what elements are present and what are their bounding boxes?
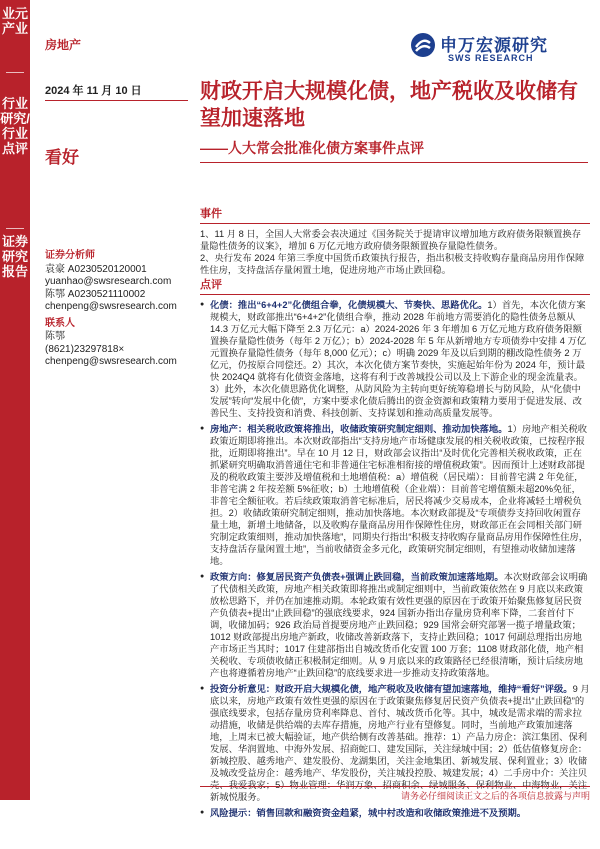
analyst-block: [45, 250, 195, 369]
bullet-body: 1）房地产相关税收政策近期即将推出。本次财政部指出“支持房地产市场健康发展的相关税收政策，已按程序报批，近期即将推出”。早在 10 月 12 日，财政部会议指出“及时优化完善相关税收政策，正在抓紧研究明确取消普通住宅和非普通住宅标准相衔接的增值税政策”。因而预计上述财政部提及的税收政策主要涉及增值税和土地增值税：a）增值税（居民端）：目前普宅满 2 年免征，非普宅满 2 年按差额 5%征收；b）土地增值税（企业端）：目前普宅增值额未超20%免征，非普宅全额征收。若后续政策取消普宅标准后，居民将减少交易成本，企业将减轻土增税负担。2）收储政策研究制定细则，推动加快落地。本次财政部提及“专项债券支持回收闲置存量土地，新增土地储备，以及收购存量商品房用作保障性住房，财政部正在会同相关部门研究制定政策细则，推动加快落地”，同期央行指出“积极支持收购存量商品房用作保障性住房，支持盘活存量闲置土地”，当前收储资金多元化，政策研究制定细则，有望推动收储加速落地。: [210, 424, 589, 566]
comment-bullet: [200, 299, 590, 419]
analyst-email: yuanhao@swsresearch.com: [45, 276, 172, 287]
comment-bullet: [200, 423, 590, 567]
event-divider: [200, 223, 590, 224]
logo-english-text: SWS RESEARCH: [448, 53, 534, 63]
bullet-body: 本次财政部会议明确了代债相关政策，房地产相关政策即将推出或制定细则中，当前政策依然在 9 月底以来政策放松思路下，并仍在加速推动期。本轮政策有效性更强的原因在于政策开始聚焦修复居民资产负债表+提出“止跌回稳”的强底线要求，924 国新办指出存量房贷利率下降，二套首付下调，收储加码；926 政治局首提要房地产止跌回稳；929 国常会研究部署一揽子增量政策；1012 财政部提出房地产新政，收储改善新政落下，支持止跌回稳；1017 何副总理指出房地产市场正当其时；1017 住建部指出自城改货币化安置 100 万套；1108 财政部化债，地产相关税收、专项债收储正积极制定细则。从 9 月底以来的政策路径已经很清晰，预计后续房地产也将遵循着房地产“止跌回稳”的底线要求进一步推动支持政策落地。: [210, 572, 588, 678]
logo-chinese-text: 申万宏源研究: [440, 36, 548, 55]
bullet-body: 1）首先，本次化债方案规模大，财政部推出“6+4+2”化债组合拳，推动 2028 年前地方需要消化的隐性债务总额从 14.3 万亿元大幅下降至 2.3 万亿元：a）2024-2026 年 3 年增加 6 万亿元地方政府债务限额置换存量隐性债务（每年 2 万亿）；b）2024-2028 年 5 年从新增地方专项债券中安排 4 万亿元置换存量隐性债务（每年 8,000 亿元）；c）明确 2029 年及以后到期的棚改隐性债务 2 万亿元，仍按原合同偿还。2）其次，本次化债方案节奏快，实施起始年份为 2024 年，预计最快 2024Q4 就将有化债资金落地，这将有利于改善城投公司以及上下游企业的现金流量表。3）此外，本次化债思路优化调整，从防风险为主转向更好统筹稳增长与防风险，从“化债中发展”转向“发展中化债”，方案中要求化债后腾出的资金资源和政策精力要用于促进发展、改善民生、支持投资和消费、科技创新、支持谋划和推动高质量发展等。: [210, 300, 587, 418]
bullet-body: 9 月底以来，房地产政策有效性更强的原因在于政策聚焦修复居民资产负债表+提出“止跌回稳”的强底线要求，包括存量房贷利率降息、首付、城改货币化等。其中，城改是需求端的需求拉动措施，收储是供给端的去库存措施，房地产行业有望修复。同时，当前地产政策加速落地，上周末已被大幅验证，地产供给侧有改善基础。推荐：1）产品力房企：滨江集团、保利发展、华润置地、中海外发展、招商蛇口、建发国际，关注绿城中国；2）低估值修复房企：新城控股、越秀地产、建发股份、龙湖集团，关注金地集团、新城发展、保利置业；3）收储及城改受益房企：越秀地产、华发股份，关注城投控股、城建发展；4）二手房中介：关注贝壳、我爱我家；5）物业管理：华润万象、招商积余、绿城服务、保利物业、中海物业，关注新城悦服务。: [210, 684, 590, 802]
comment-list: [200, 299, 590, 849]
sidebar-divider: [6, 72, 24, 73]
sidebar-bottom-label: 证券研究报告: [1, 234, 28, 279]
analyst-email: chenpeng@swsresearch.com: [45, 301, 177, 312]
sidebar-divider: [6, 228, 24, 229]
sidebar-top-label: 业元产业: [1, 6, 28, 36]
report-date: 2024 年 11 月 10 日: [45, 85, 142, 97]
rating-label: 看好: [45, 148, 79, 167]
bullet-heading: 化债：推出“6+4+2”化债组合拳，化债规模大、节奏快、思路优化。: [210, 300, 488, 310]
report-body: [200, 208, 590, 849]
sidebar-middle-label: 行业研究/行业点评: [0, 96, 30, 156]
analyst-line: 袁豪 A0230520120001: [45, 263, 147, 275]
event-item: 1、11 月 8 日，全国人大常委会表决通过《国务院关于提请审议增加地方政府债务限额置换存量隐性债务的议案》，增加 6 万亿元地方政府债务限额置换存量隐性债务。: [200, 229, 582, 251]
contact-phone: (8621)23297818×: [45, 343, 125, 355]
event-heading: 事件: [200, 208, 222, 220]
category-label: 房地产: [45, 38, 82, 52]
contact-name: 陈鄂: [45, 331, 65, 342]
bullet-heading: 投资分析意见：财政开启大规模化债，地产税收及收储有望加速落地，维持“看好”评级。: [210, 684, 573, 694]
comment-bullet: [200, 571, 590, 679]
logo-mark-icon: [410, 32, 436, 58]
comment-heading: 点评: [200, 279, 222, 291]
bullet-heading: 房地产：相关税收政策将推出，收储政策研究制定细则、推动加快落地。: [210, 424, 508, 434]
brand-logo: [410, 30, 580, 70]
report-title: 财政开启大规模化债，地产税收及收储有望加速落地: [200, 80, 578, 130]
comment-divider: [200, 294, 590, 295]
bullet-heading: 政策方向：修复居民资产负债表+强调止跌回稳，当前政策加速落地期。: [210, 572, 504, 582]
report-subtitle: ——人大常会批准化债方案事件点评: [200, 140, 424, 156]
analyst-line: 陈鄂 A0230521110002: [45, 288, 146, 300]
event-item: 2、央行发布 2024 年第三季度中国货币政策执行报告，指出积极支持收购存量商品房用作保障性住房，支持盘活存量闲置土地，促进房地产市场止跌回稳。: [200, 253, 585, 275]
comment-bullet: [200, 683, 590, 803]
contact-email: chenpeng@swsresearch.com: [45, 356, 177, 367]
title-divider: [200, 162, 588, 163]
footer-disclaimer: 请务必仔细阅读正文之后的各项信息披露与声明: [200, 786, 590, 802]
left-divider: [45, 100, 188, 101]
bullet-heading: 风险提示：销售回款和融资资金趋紧，城中村改造和收储政策推进不及预期。: [210, 808, 527, 818]
contact-heading: 联系人: [45, 317, 75, 329]
analyst-heading: 证券分析师: [45, 250, 95, 261]
comment-bullet: [200, 807, 590, 819]
sidebar: [0, 0, 30, 800]
